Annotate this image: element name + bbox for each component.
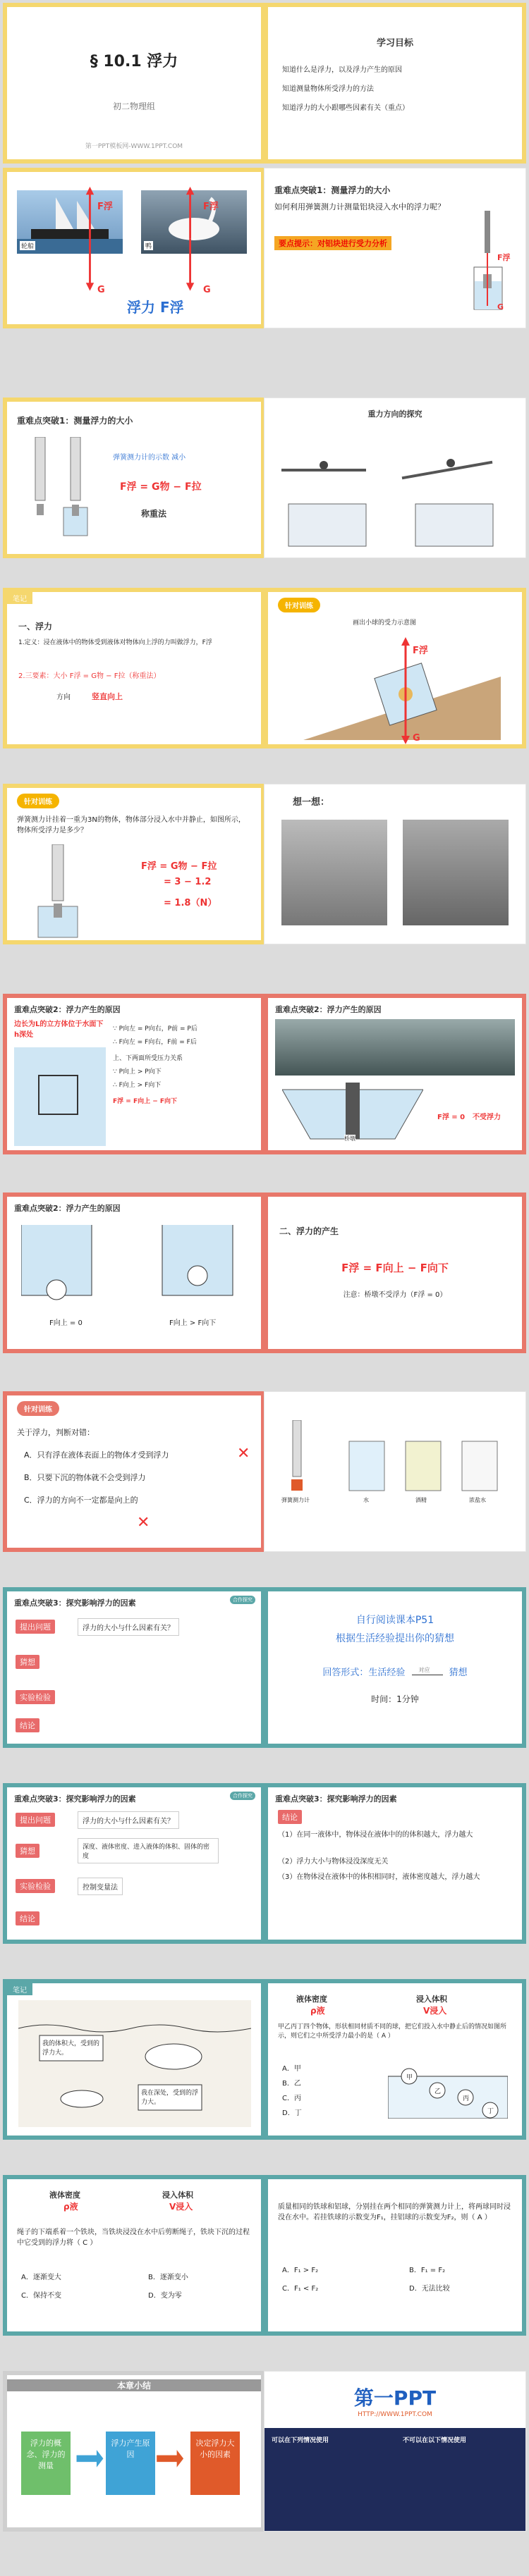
- slide-cause-1[interactable]: [3, 994, 265, 1154]
- force-caption: F向上 > F向下: [169, 1319, 217, 1327]
- answer-form-mid-label: 对应: [418, 1667, 430, 1673]
- summary-node-2: 浮力产生原因: [106, 2432, 155, 2495]
- symbol-right: V浸入: [423, 2006, 447, 2016]
- cartoon-image: [18, 2000, 251, 2127]
- option[interactable]: B．乙: [282, 2080, 301, 2088]
- arrow-icon: [7, 2375, 261, 2527]
- step-button[interactable]: 结论: [16, 1911, 39, 1925]
- slide-brand[interactable]: [264, 2371, 526, 2532]
- pressure-line: 上、下两面所受压力关系: [113, 1055, 183, 1062]
- apparatus-label: 水: [363, 1497, 369, 1503]
- col-heading-1: 可以在下列情况使用: [272, 2437, 329, 2444]
- slide-cause-2[interactable]: [264, 994, 526, 1154]
- slide-gravity-explore[interactable]: [264, 398, 526, 558]
- force-label: F浮: [203, 202, 219, 212]
- ball-label: 乙: [434, 2088, 442, 2095]
- time-limit: 时间：1分钟: [371, 1694, 419, 1704]
- option[interactable]: D．变为零: [148, 2292, 182, 2300]
- slide-practice-3[interactable]: [3, 1391, 265, 1552]
- question-text: 弹簧测力计挂着一重为3N的物体，物体部分浸入水中并静止，如图所示，物体所受浮力是多少？: [17, 816, 245, 834]
- slide-title[interactable]: [3, 3, 265, 164]
- slope-ball-diagram: [296, 627, 508, 747]
- slide-factors-2[interactable]: [3, 1783, 265, 1944]
- option[interactable]: C．保持不变: [21, 2292, 61, 2300]
- pressure-line: ∵ P向左 = P向右，P前 = P后: [113, 1025, 197, 1033]
- objectives-title: 学习目标: [376, 38, 413, 49]
- slide-heading: 重难点突破3：探究影响浮力的因素: [275, 1794, 397, 1804]
- cube-in-water-diagram: [14, 1047, 106, 1146]
- practice-header: 针对训练: [17, 1401, 59, 1416]
- option[interactable]: B．逐渐变小: [148, 2274, 188, 2281]
- symbol-left: ρ液: [310, 2006, 325, 2016]
- ball-label: 丁: [487, 2108, 494, 2115]
- question-text: 绳子的下端系着一个铁块，当铁块浸没在水中后剪断绳子，铁块下沉的过程中它受到的浮力将（ C ）: [17, 2229, 250, 2247]
- option-a[interactable]: A．只有浮在液体表面上的物体才受到浮力: [24, 1450, 169, 1460]
- ship-label: 轮船: [20, 241, 35, 250]
- option[interactable]: D．无法比较: [409, 2285, 450, 2293]
- summary-title: 本章小结: [7, 2379, 261, 2391]
- slide-heading: 重难点突破2：浮力产生的原因: [14, 1005, 121, 1014]
- spring-scale-beaker-icon: [463, 211, 513, 316]
- pressure-lines: [113, 1023, 197, 1105]
- experiment-setup-icon: [279, 1420, 511, 1505]
- force-label: F浮: [497, 253, 511, 262]
- question-text: 质量相同的铁球和铝球，分别挂在两个相同的弹簧测力计上，将两球同时浸没在水中。若挂铁球的示数变为F₁，挂铝球的示数变为F₂，则（ A ）: [278, 2203, 511, 2221]
- swan-label: 鸭: [144, 241, 153, 250]
- practice-header: 针对训练: [278, 598, 320, 612]
- coop-logo: 合作探究: [230, 1792, 255, 1800]
- conclusion-tag: 结论: [278, 1810, 302, 1824]
- option[interactable]: B．F₁ = F₂: [409, 2267, 446, 2274]
- option[interactable]: A．F₁ > F₂: [282, 2267, 319, 2274]
- tip-bar: 要点提示：对铝块进行受力分析: [274, 236, 391, 250]
- note-text: 弹簧测力计的示数 减小: [113, 454, 186, 462]
- header-left: 液体密度: [49, 2190, 80, 2200]
- slide-exercise-1[interactable]: [264, 1979, 526, 2140]
- slide-notes-2[interactable]: [3, 1979, 265, 2140]
- formula-line: F浮 = G物 − F拉: [141, 861, 217, 872]
- notes-header: 笔记: [7, 592, 32, 604]
- buoyancy-caption: 浮力 F浮: [127, 299, 184, 316]
- result: 不受浮力: [473, 1114, 501, 1121]
- force-label: F浮: [97, 202, 113, 212]
- option-b[interactable]: B．只要下沉的物体就不会受到浮力: [24, 1473, 146, 1482]
- force-label: G: [497, 302, 504, 312]
- slide-cause-summary[interactable]: [264, 1193, 526, 1353]
- header-right: 浸入体积: [416, 1995, 447, 2004]
- pressure-line: ∵ P向上 > P向下: [113, 1068, 162, 1076]
- question-box: 浮力的大小与什么因素有关？: [78, 1618, 179, 1636]
- question-text: 关于浮力，判断对错：: [17, 1428, 95, 1437]
- question-text: 如何利用弹簧测力计测量铝块浸入水中的浮力呢？: [274, 202, 445, 211]
- ball-label: 丙: [463, 2095, 470, 2102]
- objective-item: 知道测量物体所受浮力的方法: [282, 85, 374, 93]
- formula: F浮 = 0: [437, 1114, 466, 1121]
- slide-reading[interactable]: [264, 1587, 526, 1748]
- slide-objectives[interactable]: [264, 3, 526, 164]
- slide-exercise-3[interactable]: [264, 2175, 526, 2336]
- cube-description: 边长为L的立方体位于水面下h深处: [14, 1021, 104, 1039]
- step-button[interactable]: 提出问题: [16, 1620, 55, 1634]
- apparatus-label: 酒精: [415, 1497, 427, 1503]
- objectives-list: [282, 63, 508, 112]
- summary-node-1: 浮力的概念、浮力的测量: [21, 2432, 71, 2495]
- slide-measure-1[interactable]: [264, 168, 526, 328]
- force-label: F浮: [413, 646, 428, 656]
- bridge-photo: [275, 1019, 515, 1076]
- symbol-right: V浸入: [169, 2202, 193, 2212]
- slide-conclusion[interactable]: [264, 1783, 526, 1944]
- slide-experiment[interactable]: [264, 1391, 526, 1552]
- bridge-label: 桥墩: [344, 1135, 355, 1142]
- spring-scales-icon: [21, 437, 106, 543]
- slide-subtitle: 初二物理组: [112, 101, 155, 111]
- answer-form-right: 猜想: [449, 1668, 468, 1678]
- ball-label: 甲: [406, 2074, 413, 2081]
- wrong-mark-icon: ✕: [237, 1445, 250, 1462]
- apparatus-label: 弹簧测力计: [281, 1497, 310, 1503]
- conclusion-item: （2）浮力大小与物体浸没深度无关: [278, 1858, 389, 1866]
- step-button[interactable]: 实验检验: [16, 1879, 55, 1893]
- guess-box: 深度、液体密度、进入液体的体积、固体的密度: [78, 1838, 219, 1863]
- reading-line-2: 根据生活经验提出你的猜想: [336, 1633, 454, 1644]
- header-right: 浸入体积: [162, 2190, 193, 2200]
- reading-line-1: 自行阅读课本P51: [355, 1615, 434, 1626]
- answer-form: [268, 1665, 522, 1678]
- photo-right: [403, 820, 509, 925]
- slide-cause-3[interactable]: [3, 1193, 265, 1353]
- slide-heading: 重难点突破3：探究影响浮力的因素: [14, 1598, 136, 1608]
- gravity-apparatus-icon: [274, 426, 514, 553]
- caption: 画出小球的受力示意图: [353, 620, 417, 627]
- step-button[interactable]: 猜想: [16, 1655, 39, 1669]
- option[interactable]: A．逐渐变大: [21, 2274, 61, 2281]
- slide-heading: 重力方向的探究: [367, 409, 422, 419]
- formula: F浮 = F向上 − F向下: [341, 1262, 449, 1274]
- slide-heading: 重难点突破2：浮力产生的原因: [275, 1005, 382, 1014]
- note: 注意：桥墩不受浮力（F浮 = 0）: [343, 1291, 447, 1299]
- header-left: 液体密度: [296, 1995, 327, 2004]
- force-label: G: [413, 733, 420, 744]
- definition-text: 1.定义：浸在液体中的物体受到液体对物体向上浮的力叫做浮力，F浮: [18, 639, 212, 646]
- force-label: G: [97, 285, 105, 295]
- answer-form-left: 回答形式：生活经验: [322, 1668, 406, 1678]
- brand-url: HTTP://WWW.1PPT.COM: [358, 2411, 432, 2418]
- summary-node-3: 决定浮力大小的因素: [190, 2432, 240, 2495]
- force-caption: F向上 = 0: [49, 1319, 83, 1327]
- speech-bubble: 我在深处，受到的浮力大。: [141, 2090, 199, 2106]
- method-box: 控制变量法: [78, 1878, 123, 1895]
- option[interactable]: C．F₁ < F₂: [282, 2285, 319, 2293]
- conclusion-item: （1）在同一液体中，物体浸在液体中的的体积越大，浮力越大: [278, 1831, 473, 1839]
- notes-header: 笔记: [7, 1983, 32, 1995]
- formula: F浮 = G物 − F拉: [120, 481, 202, 493]
- step-button[interactable]: 猜想: [16, 1844, 39, 1858]
- fish-cartoon-icon: [18, 2000, 251, 2127]
- wrong-mark-icon: ✕: [137, 1514, 150, 1532]
- elements-text: 2.三要素：大小 F浮 = G物 − F拉（称重法）: [18, 672, 161, 680]
- slide-title-heading: § 10.1 浮力: [90, 53, 178, 70]
- slide-measure-2[interactable]: [3, 398, 265, 558]
- option[interactable]: D．丁: [282, 2109, 302, 2117]
- col-heading-2: 不可以在以下情况使用: [403, 2437, 467, 2444]
- slide-think[interactable]: [264, 784, 526, 944]
- slide-heading: 重难点突破2：浮力产生的原因: [14, 1204, 121, 1213]
- slide-practice-1[interactable]: [264, 588, 526, 748]
- question-text: 甲乙丙丁四个物体，形状相同材质不同的球，把它们投入水中静止后的情况如图所示，则它们之中所受浮力最小的是（ A ）: [278, 2023, 507, 2040]
- direction-value: 竖直向上: [92, 692, 123, 701]
- practice-header: 针对训练: [17, 794, 59, 808]
- pressure-line: ∴ F向上 > F向下: [113, 1082, 162, 1089]
- pressure-line: F浮 = F向上 − F向下: [113, 1098, 178, 1105]
- slide-exercise-2[interactable]: [3, 2175, 265, 2336]
- formula-line: = 1.8（N）: [164, 898, 217, 908]
- direction-label: 方向: [56, 694, 71, 701]
- options: [282, 2062, 302, 2117]
- slide-practice-2[interactable]: [3, 784, 265, 944]
- spring-scale-icon: [24, 844, 95, 943]
- slide-heading: 想一想：: [293, 797, 330, 808]
- apparatus-label: 浓盐水: [469, 1497, 486, 1503]
- coop-logo: 合作探究: [230, 1596, 255, 1604]
- container-diagrams: [21, 1225, 247, 1309]
- pressure-line: ∴ F向左 = F向右，F前 = F后: [113, 1039, 197, 1046]
- slide-heading: 重难点突破3：探究影响浮力的因素: [14, 1794, 136, 1804]
- step-button[interactable]: 实验检验: [16, 1690, 55, 1704]
- question-box: 浮力的大小与什么因素有关？: [78, 1811, 179, 1829]
- section-title: 一、浮力: [18, 622, 53, 631]
- brand-name: 第一PPT: [353, 2386, 437, 2410]
- option[interactable]: A．甲: [282, 2065, 301, 2073]
- photo-left: [281, 820, 387, 925]
- objective-item: 知道什么是浮力，以及浮力产生的原因: [282, 66, 402, 74]
- slide-summary[interactable]: [3, 2371, 265, 2532]
- speech-bubble: 我的体积大，受到的浮力大。: [42, 2040, 100, 2057]
- slide-heading: 重难点突破1：测量浮力的大小: [274, 185, 391, 195]
- step-button[interactable]: 结论: [16, 1718, 39, 1732]
- slide-notes-1[interactable]: [3, 588, 265, 748]
- brand-top: [264, 2372, 525, 2428]
- slide-footer: 第一PPT模板网-WWW.1PPT.COM: [85, 143, 183, 150]
- section-title: 二、浮力的产生: [279, 1226, 339, 1236]
- symbol-left: ρ液: [63, 2202, 78, 2212]
- step-button[interactable]: 提出问题: [16, 1813, 55, 1827]
- method-label: 称重法: [141, 509, 167, 519]
- slide-buoyancy-intro[interactable]: [3, 168, 265, 328]
- conclusion-item: （3）在物体浸在液体中的体积相同时，液体密度越大，浮力越大: [278, 1873, 480, 1881]
- slide-factors-1[interactable]: [3, 1587, 265, 1748]
- objective-item: 知道浮力的大小跟哪些因素有关（重点）: [282, 104, 409, 112]
- option[interactable]: C．丙: [282, 2095, 301, 2102]
- force-label: G: [203, 285, 211, 295]
- option-c[interactable]: C．浮力的方向不一定都是向上的: [24, 1496, 138, 1505]
- formula-line: = 3 − 1.2: [164, 877, 212, 887]
- slide-heading: 重难点突破1：测量浮力的大小: [17, 416, 133, 426]
